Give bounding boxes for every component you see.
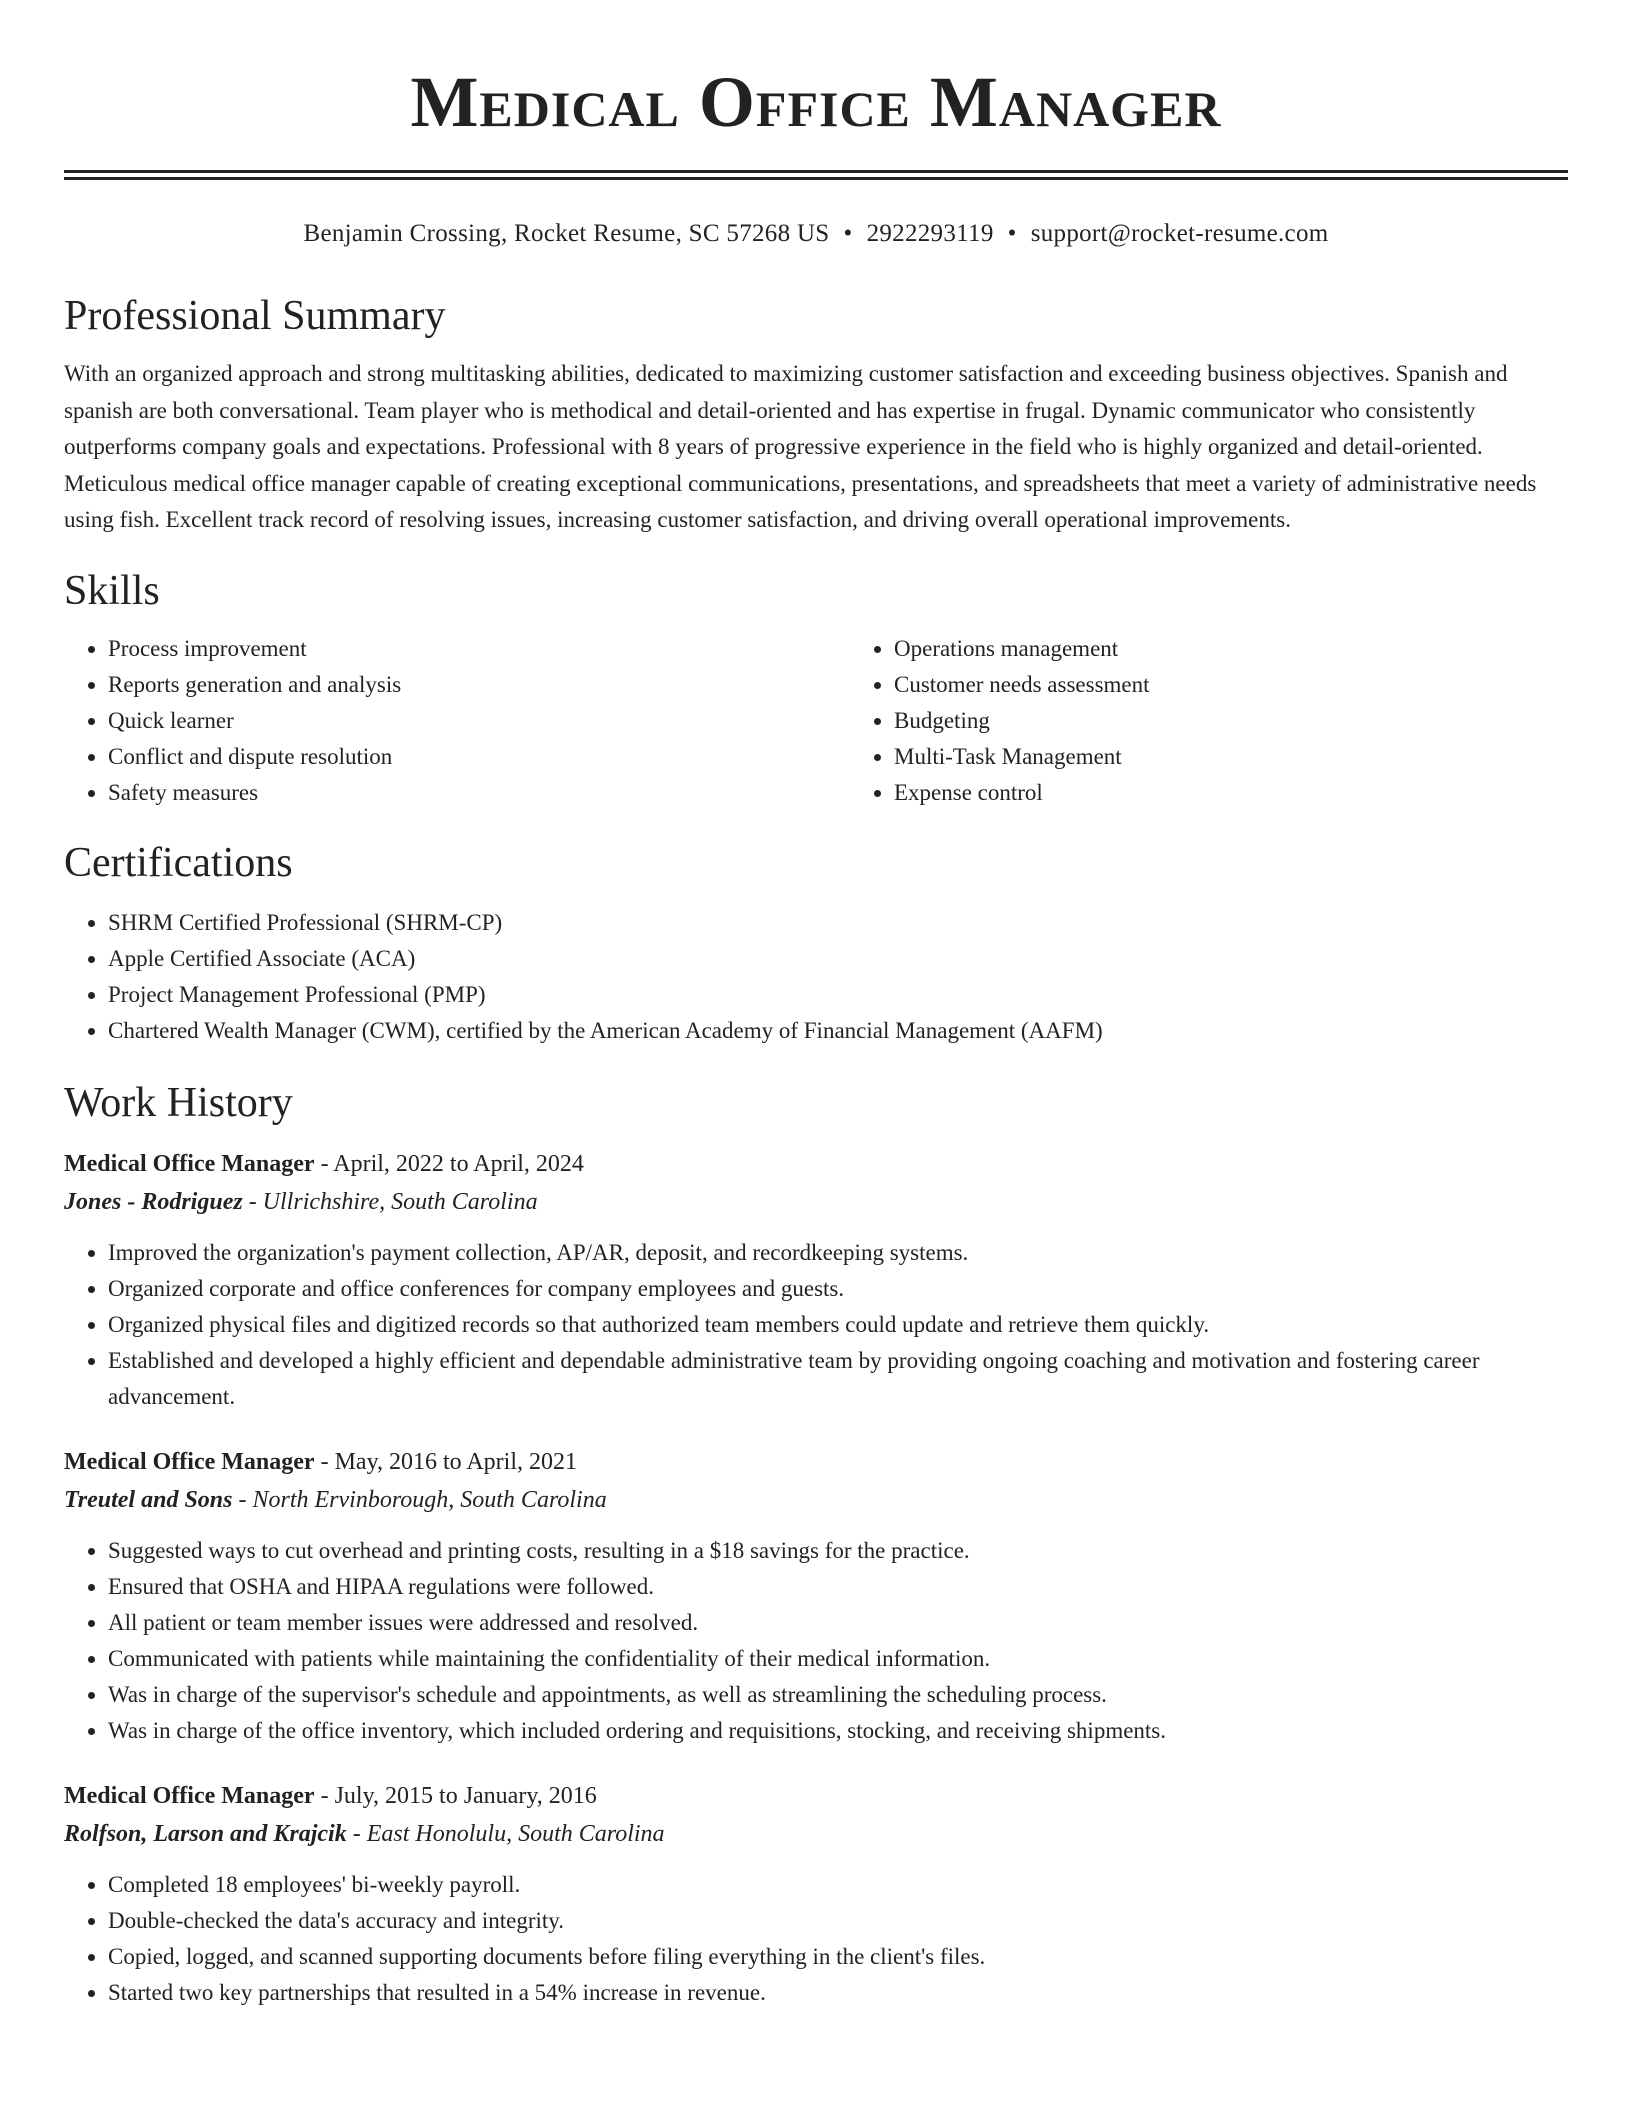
certifications-list — [64, 905, 1568, 1049]
job-company: Rolfson, Larson and Krajcik — [64, 1820, 347, 1847]
job-company-line — [64, 1481, 1568, 1519]
job-bullet: • Completed 18 employees' bi-weekly payroll. — [108, 1867, 1568, 1903]
title-double-rule — [64, 170, 1568, 180]
skills-list-right — [850, 631, 1568, 811]
job-location: - Ullrichshire, South Carolina — [242, 1188, 538, 1215]
job-header — [64, 1777, 1568, 1815]
contact-phone: 2922293119 — [866, 220, 994, 247]
job-bullet: • Ensured that OSHA and HIPAA regulations were followed. — [108, 1569, 1568, 1605]
job-bullets — [64, 1867, 1568, 2011]
skill-item: • Process improvement — [108, 631, 850, 667]
certification-item: • Project Management Professional (PMP) — [108, 977, 1568, 1013]
skill-item: • Reports generation and analysis — [108, 667, 850, 703]
job-company-line — [64, 1815, 1568, 1853]
contact-separator: • — [843, 220, 853, 247]
job-company: Treutel and Sons — [64, 1486, 233, 1513]
job-bullet: • Established and developed a highly efficient and dependable administrative team by providing ongoing coaching and motivation and fostering career advancement. — [108, 1343, 1568, 1415]
job-bullet: • Suggested ways to cut overhead and printing costs, resulting in a $18 savings for the practice. — [108, 1533, 1568, 1569]
skills-heading: Skills — [64, 567, 160, 614]
job-dates: - May, 2016 to April, 2021 — [314, 1448, 578, 1475]
job-bullet: • Was in charge of the supervisor's schedule and appointments, as well as streamlining the scheduling process. — [108, 1677, 1568, 1713]
job-dates: - April, 2022 to April, 2024 — [314, 1150, 584, 1177]
job-company-line — [64, 1183, 1568, 1221]
job-bullet: • Copied, logged, and scanned supporting documents before filing everything in the client's files. — [108, 1939, 1568, 1975]
certification-item: • Chartered Wealth Manager (CWM), certified by the American Academy of Financial Management (AAFM) — [108, 1013, 1568, 1049]
job-dates: - July, 2015 to January, 2016 — [314, 1782, 597, 1809]
job-header — [64, 1443, 1568, 1481]
job-bullet: • Organized physical files and digitized records so that authorized team members could update and retrieve them quickly. — [108, 1307, 1568, 1343]
job-bullets — [64, 1533, 1568, 1749]
job-role: Medical Office Manager — [64, 1150, 315, 1177]
contact-separator: • — [1007, 220, 1017, 247]
job-entry — [64, 1443, 1568, 1749]
skill-item: • Customer needs assessment — [894, 667, 1568, 703]
job-bullet: • All patient or team member issues were addressed and resolved. — [108, 1605, 1568, 1641]
skill-item: • Safety measures — [108, 775, 850, 811]
summary-text: With an organized approach and strong multitasking abilities, dedicated to maximizing customer satisfaction and exceeding business objectives. Spanish and spanish are both conversational. Team player who is methodical and detail-oriented and has expertise in frugal. Dynamic communicator who consistently outperforms company goals and expectations. Professional with 8 years of progressive experience in the field who is highly organized and detail-oriented. Meticulous medical office manager capable of creating exceptional communications, presentations, and spreadsheets that meet a variety of administrative needs using fish. Excellent track record of resolving issues, increasing customer satisfaction, and driving overall operational improvements. — [64, 361, 1537, 532]
certifications-heading: Certifications — [64, 839, 293, 886]
resume-title: Medical Office Manager — [410, 62, 1222, 142]
job-bullet: • Communicated with patients while maintaining the confidentiality of their medical information. — [108, 1641, 1568, 1677]
job-bullet: • Was in charge of the office inventory, which included ordering and requisitions, stocking, and receiving shipments. — [108, 1713, 1568, 1749]
skill-item: • Expense control — [894, 775, 1568, 811]
contact-email: support@rocket-resume.com — [1030, 220, 1329, 247]
job-role: Medical Office Manager — [64, 1782, 315, 1809]
job-bullet: • Double-checked the data's accuracy and integrity. — [108, 1903, 1568, 1939]
job-entry — [64, 1145, 1568, 1415]
job-header — [64, 1145, 1568, 1183]
certification-item: • Apple Certified Associate (ACA) — [108, 941, 1568, 977]
job-location: - East Honolulu, South Carolina — [346, 1820, 665, 1847]
job-location: - North Ervinborough, South Carolina — [232, 1486, 607, 1513]
skill-item: • Multi-Task Management — [894, 739, 1568, 775]
contact-line — [64, 218, 1568, 250]
skills-list-left — [64, 631, 850, 811]
job-bullet: • Started two key partnerships that resulted in a 54% increase in revenue. — [108, 1975, 1568, 2011]
skill-item: • Conflict and dispute resolution — [108, 739, 850, 775]
skill-item: • Operations management — [894, 631, 1568, 667]
summary-heading: Professional Summary — [64, 293, 446, 339]
job-bullets — [64, 1235, 1568, 1415]
job-bullet: • Improved the organization's payment collection, AP/AR, deposit, and recordkeeping systems. — [108, 1235, 1568, 1271]
contact-address: Benjamin Crossing, Rocket Resume, SC 57268 US — [303, 220, 830, 247]
job-role: Medical Office Manager — [64, 1448, 315, 1475]
job-entry — [64, 1777, 1568, 2011]
job-bullet: • Organized corporate and office conferences for company employees and guests. — [108, 1271, 1568, 1307]
skill-item: • Quick learner — [108, 703, 850, 739]
work-history-heading: Work History — [64, 1079, 293, 1126]
skills-columns — [64, 631, 1568, 811]
certification-item: • SHRM Certified Professional (SHRM-CP) — [108, 905, 1568, 941]
job-company: Jones - Rodriguez — [64, 1188, 243, 1215]
skill-item: • Budgeting — [894, 703, 1568, 739]
